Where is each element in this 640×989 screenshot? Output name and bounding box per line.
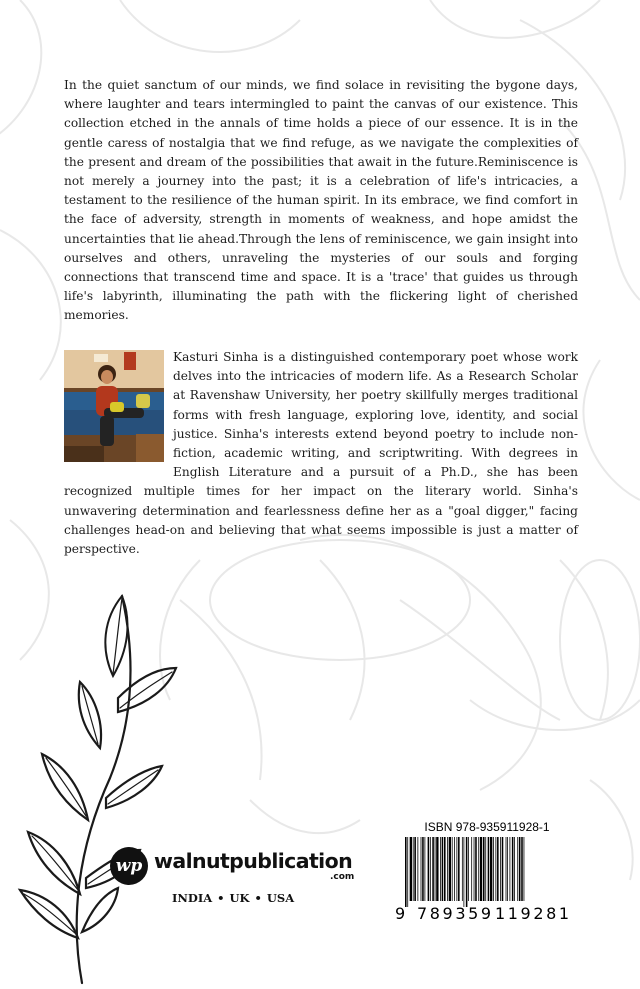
barcode-bar <box>435 837 436 901</box>
barcode-bar <box>430 837 431 901</box>
barcode-bar <box>512 837 514 901</box>
publisher-regions: INDIA • UK • USA <box>172 891 295 905</box>
blurb-paragraph: In the quiet sanctum of our minds, we find solace in revisiting the bygone days, where laughter and tears intermingled to paint the canvas of our existence. This collection etched in the annals of time holds a piece of our essence. It is in the gentle caress of nostalgia that we find refuge, as we navigate the complexities of the present and dream of the possibilities that await in the future.Reminiscence is not merely a journey into the past; it is a celebration of life's intricacies, a testament to the resilience of the human spirit. In its embrace, we find comfort in the face of adversity, strength in moments of weakness, and hope amidst the uncertainties that lie ahead.Through the lens of reminiscence, we gain insight into ourselves and others, unraveling the mysteries of our souls and forging connections that transcend time and space. It is a 'trace' that guides us through life's labyrinth, illuminating the path with the flickering light of cherished memories. <box>64 78 578 323</box>
barcode-bar <box>414 837 416 901</box>
barcode-bar <box>425 837 426 901</box>
barcode-bar <box>440 837 441 901</box>
barcode-bar <box>474 837 475 901</box>
barcode-bar <box>428 837 430 901</box>
barcode-bar <box>517 837 518 901</box>
isbn-left-digits: 789359 <box>417 904 494 923</box>
isbn-first-digit: 9 <box>395 904 406 923</box>
barcode-bar <box>452 837 453 901</box>
barcode-bar <box>507 837 508 901</box>
isbn-barcode <box>395 820 579 928</box>
barcode-bar <box>417 837 418 901</box>
barcode-bars <box>403 837 573 907</box>
barcode-bar <box>478 837 479 901</box>
publisher-domain: .com <box>330 872 355 882</box>
barcode-bar <box>524 837 525 901</box>
barcode-bar <box>502 837 504 901</box>
barcode-bar <box>521 837 523 901</box>
isbn-right-digits: 119281 <box>495 904 572 923</box>
author-bio-text: Kasturi Sinha is a distinguished contemporary poet whose work delves into the intricacies of modern life. As a Research Scholar at Ravenshaw University, her poetry skillfully merges traditional forms with fresh language, exploring love, identity, and social justice. Sinha's interests extend beyond poetry to include non-fiction, academic writing, and scriptwriting. With degrees in English Literature and a pursuit of a Ph.D., she has been recognized multiple times for her impact on the literary world. Sinha's unwavering determination and fearlessness define her as a "goal digger," facing challenges head-on and believing that what seems impossible is just a matter of perspective. <box>64 350 578 557</box>
leaf-branch-icon <box>0 588 190 989</box>
barcode-bar <box>449 837 451 901</box>
barcode-bar <box>464 837 465 907</box>
barcode-bar <box>456 837 457 901</box>
barcode-bar <box>436 837 438 901</box>
barcode-bar <box>490 837 492 901</box>
publisher-block <box>110 845 360 915</box>
barcode-bar <box>483 837 485 901</box>
barcode-bar <box>407 837 408 907</box>
isbn-label: ISBN 978-935911928-1 <box>424 820 550 834</box>
barcode-bar <box>413 837 414 901</box>
barcode-bar <box>442 837 444 901</box>
barcode-bar <box>432 837 434 901</box>
barcode-bar <box>454 837 455 901</box>
barcode-bar <box>421 837 422 901</box>
barcode-bar <box>444 837 446 901</box>
author-bio <box>64 348 578 559</box>
barcode-bar <box>480 837 482 901</box>
photo-spacer <box>64 348 173 464</box>
barcode-bar <box>466 837 468 907</box>
barcode-bar <box>471 837 472 901</box>
barcode-bar <box>405 837 407 907</box>
barcode-bar <box>510 837 511 901</box>
barcode-bar <box>500 837 501 901</box>
barcode-bar <box>447 837 448 901</box>
barcode-bar <box>514 837 515 901</box>
barcode-bar <box>488 837 490 901</box>
barcode-bar <box>410 837 412 901</box>
barcode-bar <box>497 837 499 901</box>
barcode-bar <box>519 837 521 901</box>
barcode-bar <box>495 837 496 901</box>
barcode-bar <box>506 837 507 901</box>
barcode-bar <box>422 837 424 901</box>
barcode-bar <box>493 837 494 901</box>
barcode-bar <box>468 837 469 901</box>
barcode-bar <box>475 837 477 901</box>
walnut-logo-icon: wp <box>110 847 148 885</box>
publisher-name: walnutpublication <box>154 849 353 873</box>
barcode-bar <box>462 837 463 901</box>
barcode-bar <box>458 837 460 901</box>
barcode-bar <box>485 837 486 901</box>
